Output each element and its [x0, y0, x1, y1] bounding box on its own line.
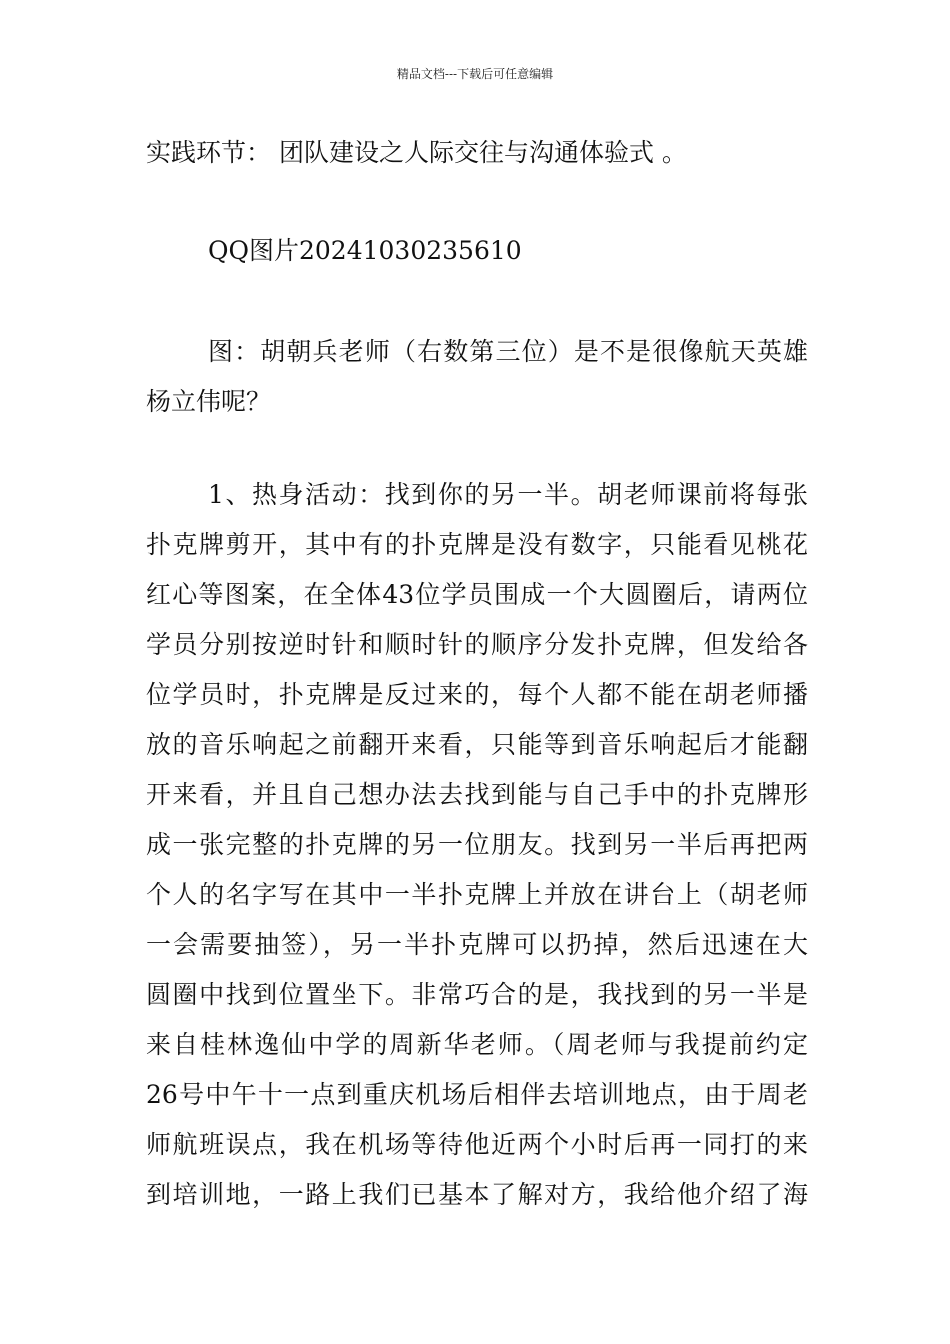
practice-heading [146, 128, 808, 178]
text-line: 扑克牌剪开，其中有的扑克牌是没有数字，只能看见桃花 [146, 530, 808, 559]
text-line: 1、热身活动：找到你的另一半。胡老师课前将每张 [208, 480, 808, 509]
text-line: 一会需要抽签），另一半扑克牌可以扔掉，然后迅速在大 [146, 930, 808, 959]
text-line: 到培训地，一路上我们已基本了解对方，我给他介绍了海 [146, 1180, 808, 1209]
text-line: 26号中午十一点到重庆机场后相伴去培训地点，由于周老 [146, 1080, 808, 1109]
warmup-activity-paragraph [146, 470, 808, 1220]
text-line: 成一张完整的扑克牌的另一位朋友。找到另一半后再把两 [146, 830, 808, 859]
photo-caption [146, 327, 808, 427]
text-line: 红心等图案，在全体43位学员围成一个大圆圈后，请两位 [146, 580, 808, 609]
text-line: 杨立伟呢？ [146, 387, 272, 416]
text-line: 来自桂林逸仙中学的周新华老师。（周老师与我提前约定 [146, 1030, 808, 1059]
text-line: 图：胡朝兵老师（右数第三位）是不是很像航天英雄 [208, 337, 808, 366]
text-line: QQ图片20241030235610 [208, 236, 522, 265]
text-line: 实践环节： 团队建设之人际交往与沟通体验式 。 [146, 138, 687, 167]
text-line: 开来看，并且自己想办法去找到能与自己手中的扑克牌形 [146, 780, 808, 809]
text-line: 圆圈中找到位置坐下。非常巧合的是，我找到的另一半是 [146, 980, 808, 1009]
text-line: 师航班误点，我在机场等待他近两个小时后再一同打的来 [146, 1130, 808, 1159]
image-caption-filename [146, 226, 808, 276]
page-header: 精品文档---下载后可任意编辑 [396, 67, 554, 81]
text-line: 个人的名字写在其中一半扑克牌上并放在讲台上（胡老师 [146, 880, 808, 909]
text-line: 放的音乐响起之前翻开来看，只能等到音乐响起后才能翻 [146, 730, 808, 759]
text-line: 学员分别按逆时针和顺时针的顺序分发扑克牌，但发给各 [146, 630, 808, 659]
text-line: 位学员时，扑克牌是反过来的，每个人都不能在胡老师播 [146, 680, 808, 709]
